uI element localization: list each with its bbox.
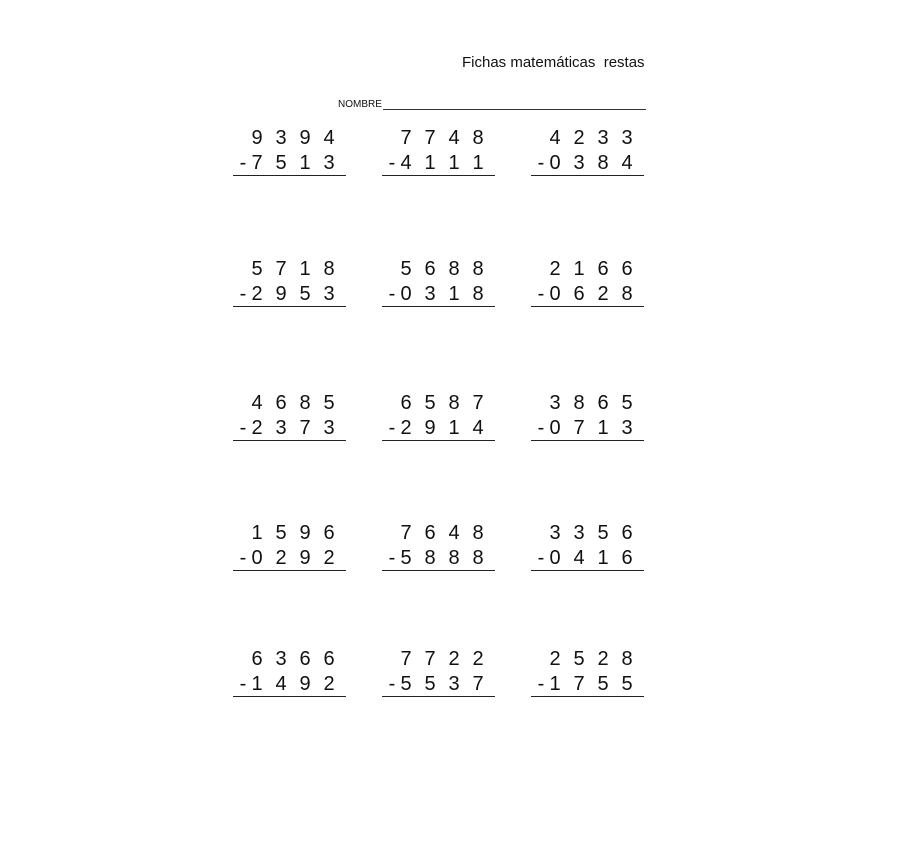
- digit: 1: [448, 152, 460, 174]
- digit: 8: [448, 258, 460, 280]
- digit: 2: [323, 673, 335, 695]
- subtrahend-row: [531, 152, 644, 177]
- minus-sign: -: [388, 547, 396, 569]
- subtrahend-row: [382, 283, 495, 308]
- digit: 9: [275, 283, 287, 305]
- digit: 1: [448, 283, 460, 305]
- digit: 4: [448, 522, 460, 544]
- subtraction-problem: [531, 392, 644, 442]
- digit: 4: [472, 417, 484, 439]
- digit: 3: [323, 283, 335, 305]
- digit: 7: [299, 417, 311, 439]
- answer-line: [531, 175, 644, 176]
- digit: 2: [275, 547, 287, 569]
- minuend-row: [233, 522, 346, 547]
- name-label: NOMBRE: [338, 99, 382, 110]
- minus-sign: -: [239, 547, 247, 569]
- name-blank-line[interactable]: [383, 100, 646, 110]
- digit: 6: [299, 648, 311, 670]
- digit: 7: [400, 522, 412, 544]
- digit: 1: [299, 152, 311, 174]
- answer-line: [382, 175, 495, 176]
- digit: 5: [299, 283, 311, 305]
- answer-line: [382, 440, 495, 441]
- digit: 3: [549, 522, 561, 544]
- digit: 6: [323, 522, 335, 544]
- digit: 3: [621, 127, 633, 149]
- digit: 5: [400, 547, 412, 569]
- subtraction-problem: [531, 127, 644, 177]
- digit: 2: [549, 648, 561, 670]
- digit: 9: [424, 417, 436, 439]
- digit: 8: [323, 258, 335, 280]
- digit: 6: [424, 258, 436, 280]
- digit: 0: [549, 283, 561, 305]
- minus-sign: -: [388, 417, 396, 439]
- digit: 3: [323, 417, 335, 439]
- digit: 2: [597, 283, 609, 305]
- digit: 4: [573, 547, 585, 569]
- digit: 7: [573, 417, 585, 439]
- digit: 1: [251, 522, 263, 544]
- minuend-row: [233, 258, 346, 283]
- subtraction-problem: [531, 522, 644, 572]
- subtrahend-row: [233, 283, 346, 308]
- minuend-row: [382, 258, 495, 283]
- digit: 0: [549, 417, 561, 439]
- answer-line: [531, 570, 644, 571]
- answer-line: [233, 175, 346, 176]
- minus-sign: -: [388, 283, 396, 305]
- digit: 2: [251, 283, 263, 305]
- minuend-row: [233, 392, 346, 417]
- minuend-row: [531, 127, 644, 152]
- digit: 1: [448, 417, 460, 439]
- digit: 9: [299, 127, 311, 149]
- digit: 4: [621, 152, 633, 174]
- digit: 3: [549, 392, 561, 414]
- subtrahend-row: [233, 152, 346, 177]
- digit: 1: [573, 258, 585, 280]
- digit: 3: [573, 522, 585, 544]
- digit: 5: [275, 522, 287, 544]
- digit: 9: [299, 547, 311, 569]
- digit: 0: [549, 152, 561, 174]
- digit: 6: [621, 258, 633, 280]
- digit: 1: [472, 152, 484, 174]
- digit: 3: [424, 283, 436, 305]
- minuend-row: [233, 127, 346, 152]
- digit: 5: [400, 673, 412, 695]
- digit: 6: [573, 283, 585, 305]
- digit: 0: [251, 547, 263, 569]
- answer-line: [531, 696, 644, 697]
- answer-line: [382, 570, 495, 571]
- digit: 1: [597, 417, 609, 439]
- minus-sign: -: [537, 283, 545, 305]
- answer-line: [233, 306, 346, 307]
- subtrahend-row: [531, 283, 644, 308]
- digit: 3: [573, 152, 585, 174]
- digit: 5: [400, 258, 412, 280]
- digit: 6: [251, 648, 263, 670]
- digit: 8: [573, 392, 585, 414]
- digit: 2: [323, 547, 335, 569]
- subtraction-problem: [382, 392, 495, 442]
- answer-line: [382, 306, 495, 307]
- digit: 2: [448, 648, 460, 670]
- digit: 9: [299, 673, 311, 695]
- digit: 2: [549, 258, 561, 280]
- digit: 3: [448, 673, 460, 695]
- digit: 7: [573, 673, 585, 695]
- subtraction-problem: [233, 392, 346, 442]
- digit: 5: [597, 522, 609, 544]
- digit: 8: [597, 152, 609, 174]
- minuend-row: [382, 522, 495, 547]
- digit: 1: [597, 547, 609, 569]
- subtraction-problem: [382, 258, 495, 308]
- minuend-row: [382, 648, 495, 673]
- digit: 8: [472, 283, 484, 305]
- minus-sign: -: [239, 152, 247, 174]
- minuend-row: [233, 648, 346, 673]
- subtraction-problem: [233, 648, 346, 698]
- digit: 6: [597, 258, 609, 280]
- subtraction-problem: [233, 127, 346, 177]
- digit: 8: [472, 258, 484, 280]
- digit: 8: [621, 648, 633, 670]
- digit: 5: [323, 392, 335, 414]
- subtrahend-row: [382, 547, 495, 572]
- digit: 4: [275, 673, 287, 695]
- answer-line: [233, 696, 346, 697]
- digit: 2: [251, 417, 263, 439]
- minus-sign: -: [537, 152, 545, 174]
- digit: 8: [448, 392, 460, 414]
- digit: 9: [299, 522, 311, 544]
- digit: 0: [549, 547, 561, 569]
- digit: 7: [424, 648, 436, 670]
- minus-sign: -: [239, 673, 247, 695]
- digit: 7: [424, 127, 436, 149]
- minuend-row: [531, 392, 644, 417]
- subtraction-problem: [531, 258, 644, 308]
- digit: 8: [472, 522, 484, 544]
- subtrahend-row: [531, 417, 644, 442]
- digit: 2: [573, 127, 585, 149]
- subtrahend-row: [382, 152, 495, 177]
- subtraction-problem: [233, 258, 346, 308]
- digit: 7: [400, 127, 412, 149]
- digit: 6: [323, 648, 335, 670]
- digit: 5: [621, 392, 633, 414]
- digit: 1: [549, 673, 561, 695]
- name-field[interactable]: [338, 99, 646, 110]
- digit: 7: [472, 392, 484, 414]
- digit: 8: [299, 392, 311, 414]
- digit: 8: [472, 547, 484, 569]
- digit: 0: [400, 283, 412, 305]
- digit: 7: [472, 673, 484, 695]
- digit: 9: [251, 127, 263, 149]
- digit: 1: [424, 152, 436, 174]
- digit: 8: [448, 547, 460, 569]
- subtrahend-row: [233, 673, 346, 698]
- digit: 3: [275, 127, 287, 149]
- minuend-row: [531, 522, 644, 547]
- digit: 6: [597, 392, 609, 414]
- digit: 5: [424, 392, 436, 414]
- subtrahend-row: [382, 417, 495, 442]
- digit: 7: [275, 258, 287, 280]
- subtrahend-row: [531, 673, 644, 698]
- digit: 4: [448, 127, 460, 149]
- answer-line: [531, 306, 644, 307]
- digit: 4: [251, 392, 263, 414]
- digit: 2: [472, 648, 484, 670]
- digit: 6: [621, 522, 633, 544]
- digit: 4: [400, 152, 412, 174]
- answer-line: [233, 570, 346, 571]
- digit: 6: [275, 392, 287, 414]
- subtraction-problem: [382, 127, 495, 177]
- digit: 3: [621, 417, 633, 439]
- digit: 6: [424, 522, 436, 544]
- answer-line: [233, 440, 346, 441]
- digit: 5: [621, 673, 633, 695]
- subtraction-problem: [233, 522, 346, 572]
- minus-sign: -: [537, 673, 545, 695]
- digit: 5: [424, 673, 436, 695]
- minus-sign: -: [537, 547, 545, 569]
- subtrahend-row: [531, 547, 644, 572]
- minuend-row: [382, 392, 495, 417]
- answer-line: [382, 696, 495, 697]
- minus-sign: -: [239, 417, 247, 439]
- digit: 3: [275, 417, 287, 439]
- minus-sign: -: [239, 283, 247, 305]
- subtraction-problem: [382, 522, 495, 572]
- digit: 4: [549, 127, 561, 149]
- minus-sign: -: [388, 152, 396, 174]
- minuend-row: [382, 127, 495, 152]
- digit: 4: [323, 127, 335, 149]
- minus-sign: -: [537, 417, 545, 439]
- minuend-row: [531, 648, 644, 673]
- answer-line: [531, 440, 644, 441]
- digit: 2: [597, 648, 609, 670]
- digit: 3: [275, 648, 287, 670]
- digit: 8: [424, 547, 436, 569]
- minuend-row: [531, 258, 644, 283]
- subtraction-problem: [531, 648, 644, 698]
- digit: 5: [573, 648, 585, 670]
- digit: 3: [597, 127, 609, 149]
- digit: 7: [400, 648, 412, 670]
- digit: 5: [251, 258, 263, 280]
- subtrahend-row: [233, 547, 346, 572]
- digit: 6: [400, 392, 412, 414]
- digit: 1: [299, 258, 311, 280]
- digit: 5: [597, 673, 609, 695]
- digit: 1: [251, 673, 263, 695]
- subtraction-problem: [382, 648, 495, 698]
- digit: 7: [251, 152, 263, 174]
- digit: 8: [472, 127, 484, 149]
- digit: 8: [621, 283, 633, 305]
- minus-sign: -: [388, 673, 396, 695]
- digit: 2: [400, 417, 412, 439]
- digit: 6: [621, 547, 633, 569]
- subtrahend-row: [382, 673, 495, 698]
- digit: 3: [323, 152, 335, 174]
- subtrahend-row: [233, 417, 346, 442]
- worksheet-title: Fichas matemáticas restas: [462, 54, 645, 71]
- digit: 5: [275, 152, 287, 174]
